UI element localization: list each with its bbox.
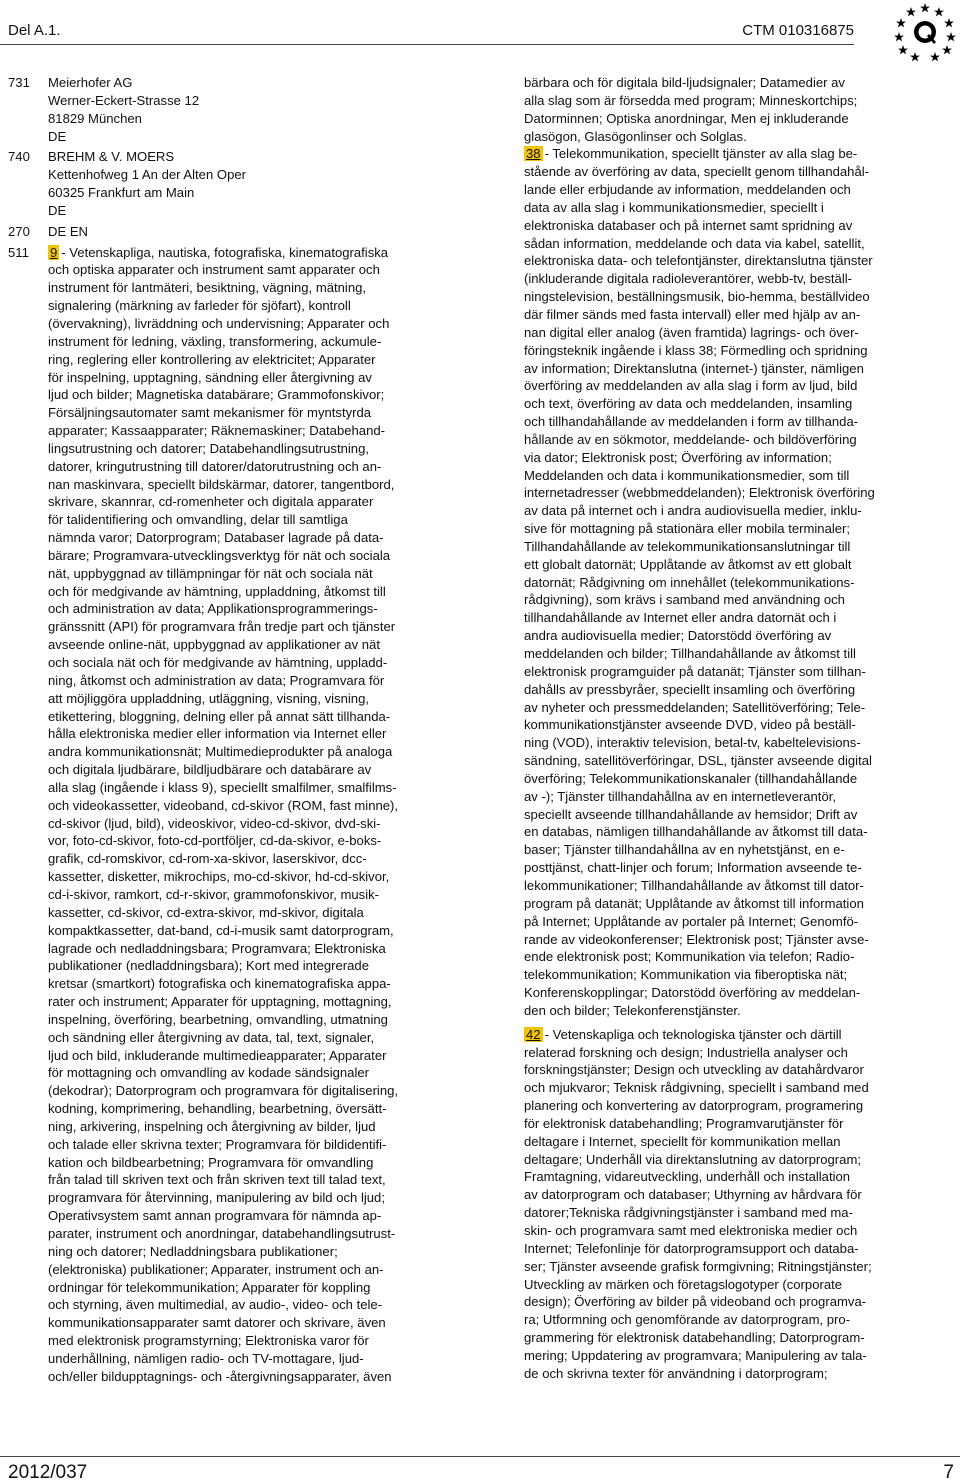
text-line: cd-i-skivor, ramkort, cd-r-skivor, grammofonskivor, musik- — [48, 886, 380, 902]
text-line: etikettering, bloggning, delning eller på annat sätt tillhanda- — [48, 708, 391, 724]
text-line: för inspelning, upptagning, sändning eller återgivning av — [48, 369, 372, 385]
text-line: program på datanät; Upplåtande av åtkomst till information — [524, 895, 864, 911]
text-line: Framtagning, vidareutveckling, underhåll och installation — [524, 1169, 851, 1185]
text-line-content: - Vetenskapliga, nautiska, fotografiska, kinematografiska — [61, 244, 389, 260]
text-line: lingsutrustning och datorer; Databehandlingsutrustning, — [48, 440, 370, 456]
text-line: ring, reglering eller kontrollering av elektricitet; Apparater — [48, 351, 376, 367]
text-line: apparater; Kassaapparater; Räknemaskiner; Databehand- — [48, 423, 385, 439]
text-line: Försäljningsautomater samt mekanismer för myntstyrda — [48, 405, 372, 421]
text-line: nämnda varor; Datorprogram; Databaser lagrade på data- — [48, 530, 384, 546]
text-line: instrument för ledning, växling, transformering, ackumule- — [48, 333, 382, 349]
text-line: ser; Tjänster avseende grafisk formgivning; Ritningstjänster; — [524, 1258, 872, 1274]
text-line: inspelning, överföring, bearbetning, omvandling, utmatning — [48, 1011, 388, 1027]
text-line: tillhandahållande av Internet eller andra datornät och i — [524, 610, 837, 626]
text-line: Utveckling av märken och företagslogotyper (corporate — [524, 1276, 843, 1292]
field-code: 511 — [8, 244, 29, 260]
text-line: (övervakning), livräddning och undervisning; Apparater och — [48, 315, 390, 331]
text-line: rater och instrument; Apparater för upptagning, mottagning, — [48, 994, 392, 1010]
address-line: 60325 Frankfurt am Main — [48, 185, 195, 201]
text-line: grafik, cd-romskivor, cd-rom-xa-skivor, laserskivor, dcc- — [48, 851, 367, 867]
right-column — [524, 74, 909, 1383]
text-line: och sändning eller återgivning av data, tal, text, signaler, — [48, 1029, 375, 1045]
text-line: rådgivning), som krävs i samband med användning och — [524, 592, 845, 608]
text-line: av information; Direktanslutna (internet-) tjänster, nämligen — [524, 360, 864, 376]
text-line: glasögon, Glasögonlinser och Solglas. — [524, 128, 747, 144]
text-line: elektroniska databaser och på internet samt spridning av — [524, 217, 853, 233]
text-line: posttjänst, chatt-linjer och forum; Information avseende te- — [524, 860, 862, 876]
text-line — [48, 244, 433, 262]
address-line: 81829 München — [48, 110, 142, 126]
text-line: (dekodrar); Datorprogram och programvara för digitalisering, — [48, 1083, 399, 1099]
class-number-badge: 42 — [526, 1026, 541, 1042]
text-line: alla slag som är försedda med program; Minneskortchips; — [524, 92, 858, 108]
text-line: ra; Utformning och genomförande av datorprogram, pro- — [524, 1312, 851, 1328]
text-line: forskningstjänster; Design och utveckling av datahårdvaror — [524, 1062, 864, 1078]
text-line: via dator; Elektronisk post; Överföring av information; — [524, 449, 832, 465]
page-header — [0, 0, 960, 60]
text-line: av -); Tjänster tillhandahållna av en internetleverantör, — [524, 788, 837, 804]
text-line: överföring; Telekommunikationskanaler (tillhandahållande — [524, 770, 858, 786]
text-line: deltagare; Underhåll via direktanslutning av datorprogram; — [524, 1151, 861, 1167]
text-line — [524, 145, 909, 163]
text-line: Konferenskopplingar; Datorstödd överföring av meddelan- — [524, 985, 861, 1001]
text-line: hållande av en sökmotor, meddelande- och bildöverföring — [524, 431, 857, 447]
text-line: avseende online-nät, uppbyggnad av applikationer av nät — [48, 637, 380, 653]
text-line: kompaktkassetter, dat-band, cd-i-musik samt datorprogram, — [48, 922, 394, 938]
text-line: kassetter, cd-skivor, cd-extra-skivor, md-skivor, digitala — [48, 904, 364, 920]
text-line: Tillhandahållande av telekommunikationsanslutningar till — [524, 538, 851, 554]
text-line: ende elektronisk post; Kommunikation via telefon; Radio- — [524, 949, 855, 965]
text-line: nät, uppbyggnad av tillämpningar för nät och sociala nät — [48, 565, 373, 581]
text-line: föringsteknik ingående i klass 38; Förmedling och spridning — [524, 342, 868, 358]
text-line: ljud och bilder; Magnetiska databärare; Grammofonskivor; — [48, 387, 385, 403]
text-line-content: - Telekommunikation, speciellt tjänster av alla slag be- — [544, 146, 858, 162]
text-line: på Internet; Upplåtande av portaler på Internet; Genomfö- — [524, 913, 859, 929]
text-line: för talidentifiering och omvandling, delar till samtliga — [48, 512, 348, 528]
text-line: stående av överföring av data, speciellt genom tillhandahål- — [524, 164, 870, 180]
text-line: där filmer sänds med fasta intervall) eller med hjälp av an- — [524, 306, 861, 322]
class-9-goods — [48, 244, 433, 1386]
text-line: deltagare i Internet, speciellt för kommunikation mellan — [524, 1133, 841, 1149]
text-line: och mjukvaror; Teknisk rådgivning, speciellt i samband med — [524, 1080, 869, 1096]
text-line: ning (VOD), interaktiv television, betal-tv, kabeltelevisions- — [524, 735, 861, 751]
text-line: meddelanden och bilder; Tillhandahållande av åtkomst till — [524, 646, 856, 661]
text-line: hålla elektroniska medier eller information via Internet eller — [48, 726, 387, 742]
text-line: de och skrivna texter för användning i datorprogram; — [524, 1365, 828, 1381]
ohim-emblem-icon — [893, 2, 957, 62]
text-line: och talade eller skrivna texter; Programvara för bildidentifi- — [48, 1136, 387, 1152]
text-line: elektronisk programguider på datanät; Tjänster som tillhan- — [524, 663, 866, 679]
part-label: Del A.1. — [8, 22, 61, 39]
text-line: kodning, komprimering, behandling, bearbetning, översätt- — [48, 1101, 387, 1117]
text-line: signalering (märkning av farleder för sjöfart), kontroll — [48, 298, 351, 314]
text-line: ning, åtkomst och administration av data; Programvara för — [48, 672, 385, 688]
footer-rule — [0, 1456, 960, 1457]
text-line: speciellt avseende tillhandahållande av hemsidor; Drift av — [524, 806, 858, 822]
text-line: cd-skivor (ljud, bild), videoskivor, video-cd-skivor, dvd-ski- — [48, 815, 381, 831]
left-column — [8, 74, 433, 1389]
text-line: överföring av meddelanden av alla slag i form av ljud, bild — [524, 378, 858, 394]
entry-511 — [8, 244, 433, 1386]
text-line: baser; Tjänster tillhandahållna av en nyhetstjänst, en e- — [524, 842, 845, 858]
text-line: kassetter, disketter, mikrochips, mo-cd-skivor, hd-cd-skivor, — [48, 869, 390, 885]
text-line: parater, instrument och anordningar, databehandlingsutrust- — [48, 1226, 396, 1241]
page-footer — [0, 1456, 960, 1482]
text-line: bärbara och för digitala bild-ljudsignaler; Datamedier av — [524, 75, 845, 90]
address-line: Kettenhofweg 1 An der Alten Oper — [48, 167, 246, 183]
text-line: och optiska apparater och instrument samt apparater och — [48, 262, 380, 278]
text-line: och sociala nät och för medgivande av hämtning, uppladd- — [48, 655, 388, 670]
text-line: sändning, satellitöverföringar, DSL, tjänster avseende digital — [524, 753, 872, 769]
text-line: datorer;Tekniska rådgivningstjänster i samband med ma- — [524, 1205, 853, 1221]
text-line: skrivare, skannrar, cd-romenheter och digitala apparater — [48, 494, 374, 510]
text-line: kretsar (smartkort) fotografiska och kinematografiska appa- — [48, 976, 391, 992]
text-line: och/eller bildupptagnings- och -återgivningsapparater, även — [48, 1368, 392, 1384]
entry-740 — [8, 148, 433, 219]
text-line — [524, 1026, 909, 1044]
text-line: för mottagning och omvandling av kodade sändsignaler — [48, 1065, 370, 1081]
text-line: och administration av data; Applikationsprogrammerings- — [48, 601, 378, 617]
text-line: och styrning, även multimedial, av audio-, video- och tele- — [48, 1297, 383, 1313]
text-line: lekommunikationer; Tillhandahållande av åtkomst till dator- — [524, 877, 864, 893]
address-line: DE — [48, 128, 67, 144]
address-line: BREHM & V. MOERS — [48, 149, 175, 165]
text-line: bärare; Programvara-utvecklingsverktyg för nät och sociala — [48, 547, 391, 563]
text-line: ordningar för telekommunikation; Apparater för koppling — [48, 1279, 371, 1295]
text-line: rande av videokonferenser; Elektronisk post; Tjänster avse- — [524, 931, 869, 947]
languages-value: DE EN — [48, 223, 89, 239]
text-line: (elektroniska) publikationer; Apparater, instrument och an- — [48, 1261, 384, 1277]
text-line: av nyheter och pressmeddelanden; Satellitöverföring; Tele- — [524, 699, 866, 715]
text-line: Meddelanden och data i kommunikationsmedier, som till — [524, 467, 850, 483]
bulletin-issue: 2012/037 — [8, 1462, 88, 1483]
text-line: data av alla slag i kommunikationsmedier, speciellt i — [524, 199, 824, 215]
field-code: 731 — [8, 75, 30, 90]
text-line: att möjliggöra uppladdning, utläggning, visning, visning, — [48, 690, 370, 706]
text-line: planering och konvertering av datorprogram, programering — [524, 1098, 864, 1114]
text-line: den och bilder; Telekonferenstjänster. — [524, 1002, 741, 1018]
text-line: datorer, kringutrustning till datorer/datorutrustning och an- — [48, 458, 382, 474]
text-line: relaterad forskning och design; Industriella analyser och — [524, 1044, 848, 1060]
text-line: lande eller erbjudande av information, meddelanden och — [524, 182, 851, 198]
text-line: och tillhandahållande av meddelanden i form av tillhanda- — [524, 414, 859, 430]
text-line: dahålls av pressbyråer, speciellt insamling och överföring — [524, 681, 856, 697]
text-line: datornät; Rådgivning om innehållet (telekommunikations- — [524, 574, 855, 590]
class-38-services — [524, 145, 909, 1019]
text-line: kation och bildbearbetning; Programvara för omvandling — [48, 1154, 374, 1170]
text-line: Datorminnen; Optiska anordningar, Men ej inkluderande — [524, 110, 849, 126]
field-code: 270 — [8, 223, 30, 239]
text-line: nan maskinvara, speciellt bildskärmar, datorer, tangentbord, — [48, 476, 395, 492]
class-number-badge: 38 — [526, 146, 541, 162]
text-line: design); Överföring av bilder på videoband och programva- — [524, 1294, 867, 1310]
text-line: och videokassetter, videoband, cd-skivor (ROM, fast minne), — [48, 797, 399, 813]
text-line: Operativsystem samt annan programvara för nämnda ap- — [48, 1208, 382, 1224]
text-line: elektroniska data- och telefontjänster, direktanslutna tjänster — [524, 253, 873, 269]
text-line: med elektronisk programstyrning; Elektroniska varor för — [48, 1333, 369, 1349]
entry-731 — [8, 74, 433, 145]
text-line: kommunikationstjänster avseende DVD, video på beställ- — [524, 717, 856, 733]
text-line: av data på internet och i andra audiovisuella medier, inklu- — [524, 503, 862, 519]
applicant-address — [48, 74, 433, 145]
text-line: andra audiovisuella medier; Datorstödd överföring av — [524, 628, 832, 644]
field-code: 740 — [8, 149, 30, 165]
text-line: ningstelevision, beställningsmusik, bio-hemma, beställvideo — [524, 289, 870, 305]
languages — [48, 223, 433, 241]
text-line: en databas, nämligen tillhandahållande av åtkomst till data- — [524, 824, 868, 840]
text-line: skin- och programvara samt med elektroniska medier och — [524, 1223, 858, 1238]
class-42-services — [524, 1026, 909, 1383]
address-line: Werner-Eckert-Strasse 12 — [48, 92, 200, 108]
text-line: telekommunikation; Kommunikation via fiberoptiska nät; — [524, 967, 848, 983]
text-line: publikationer (nedladdningsbara); Kort med integrerade — [48, 958, 369, 974]
text-line: Internet; Telefonlinje för datorprogramsupport och databa- — [524, 1240, 859, 1256]
text-line: lagrade och nedladdningsbara; Programvara; Elektroniska — [48, 940, 386, 956]
header-rule — [0, 44, 854, 45]
text-line-content: - Vetenskapliga och teknologiska tjänster och därtill — [544, 1026, 842, 1042]
text-line: kommunikationsapparater samt datorer och skrivare, även — [48, 1315, 386, 1331]
address-line: DE — [48, 202, 67, 218]
text-line: alla slag (ingående i klass 9), speciellt smalfilmer, smalfilms- — [48, 779, 397, 795]
class-9-continuation — [524, 74, 909, 145]
text-line: andra kommunikationsnät; Multimedieprodukter på analoga — [48, 744, 393, 760]
entry-270 — [8, 223, 433, 241]
address-line: Meierhofer AG — [48, 75, 133, 90]
text-line: och digitala ljudbärare, bildljudbärare och databärare av — [48, 762, 372, 778]
text-line: ning, arkivering, inspelning och återgivning av bilder, ljud — [48, 1118, 376, 1134]
text-line: mering; Uppdatering av programvara; Manipulering av tala- — [524, 1347, 867, 1363]
text-line: från talad till skriven text och från skriven text till talad text, — [48, 1172, 386, 1188]
text-line: ett globalt datornät; Upplåtande av åtkomst av ett globalt — [524, 556, 852, 572]
text-line: vor, foto-cd-skivor, foto-cd-portföljer, cd-da-skivor, e-boks- — [48, 833, 382, 849]
representative-address — [48, 148, 433, 219]
text-line: internetadresser (webbmeddelanden); Elektronisk överföring — [524, 485, 875, 501]
text-line: programvara för återvinning, manipulering av bild och ljud; — [48, 1190, 385, 1206]
text-line: (inkluderande digitala radioleverantörer, webb-tv, beställ- — [524, 271, 853, 287]
text-line: och text, överföring av data och meddelanden, insamling — [524, 396, 853, 412]
text-line: instrument för lantmäteri, besiktning, vägning, mätning, — [48, 280, 367, 296]
text-line: gränssnitt (API) för programvara från tredje part och tjänster — [48, 619, 396, 635]
class-number-badge: 9 — [50, 244, 58, 260]
ctm-number: CTM 010316875 — [742, 22, 854, 39]
text-line: och för medgivande av hämtning, uppladdning, åtkomst till — [48, 583, 386, 599]
page-number: 7 — [943, 1462, 954, 1483]
text-line: underhållning, nämligen radio- och TV-mottagare, ljud- — [48, 1350, 364, 1366]
text-line: för elektronisk databehandling; Programvarutjänster för — [524, 1115, 844, 1131]
text-line: grammering för elektronisk databehandling; Datorprogram- — [524, 1330, 865, 1346]
text-line: ljud och bild, inkluderande multimedieapparater; Apparater — [48, 1047, 387, 1063]
text-line: nan digital eller analog (även framtida) lagrings- och över- — [524, 324, 859, 340]
text-line: sive för mottagning på stationära eller mobila terminaler; — [524, 521, 851, 537]
text-line: ning och datorer; Nedladdningsbara publikationer; — [48, 1243, 338, 1259]
text-line: sådan information, meddelande och data via kabel, satellit, — [524, 235, 865, 251]
text-line: av datorprogram och databaser; Uthyrning av hårdvara för — [524, 1187, 862, 1203]
